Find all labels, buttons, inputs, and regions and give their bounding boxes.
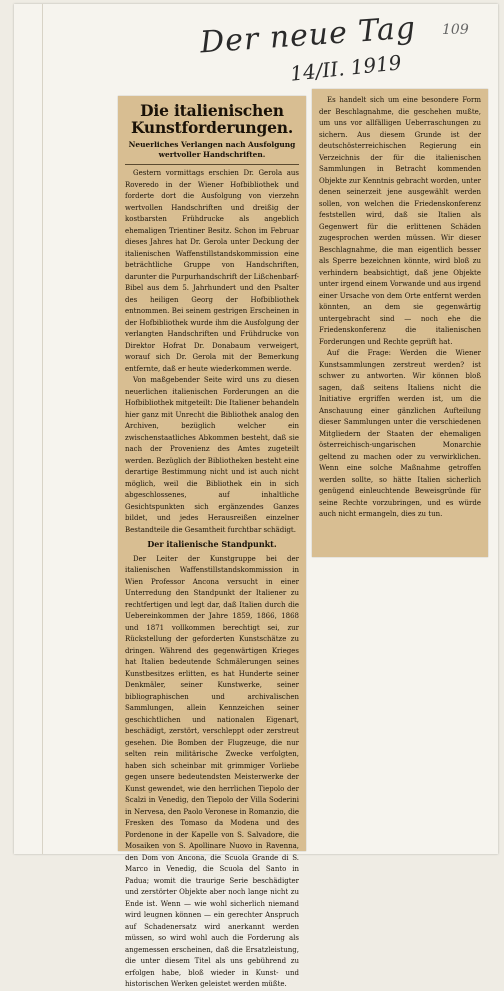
newspaper-clipping-right <box>312 89 488 557</box>
article-paragraph: Der Leiter der Kunstgruppe bei der italienischen Waffenstillstandskommission in Wien Professor Ancona versucht in einer Unterredung den Standpunkt der Italiener zu rechtfertigen und legt dar, daß Italien durch die Uebereinkommen der Jahre 1859, 1866, 1868 und 1871 vollkommen berechtigt sei, zur Rückstellung der geforderten Kunstschätze zu dringen. Während des gegenwärtigen Krieges hat Italien bedeutende Schmälerungen seines Kunstbesitzes erlitten, es hat Hunderte seiner Denkmäler, seiner Kunstwerke, seiner bibliographischen und archivalischen Sammlungen, allein Kennzeichen seiner geschichtlichen und nationalen Eigenart, beschädigt, zerstört, verschleppt oder zerstreut gesehen. Die Bomben der Flugzeuge, die nur selten rein militärische Zwecke verfolgten, haben sich scheinbar mit grimmiger Vorliebe gegen unsere bedeutendsten Meisterwerke der Kunst gewendet, wie den herrlichen Tiepolo der Scalzi in Venedig, den Tiepolo der Villa Soderini in Nervesa, den Paolo Veronese in Romanzio, die Fresken des Tomaso da Modena und des Pordenone in der Kapelle von S. Salvadore, die Mosaiken von S. Apollinare Nuovo in Ravenna, den Dom von Ancona, die Scuola Grande di S. Marco in Venedig, die Scuola del Santo in Padua; womit die traurige Serie beschädigter und zerstörter Objekte aber noch lange nicht zu Ende ist. Wenn — wie wohl sicherlich niemand wird leugnen können — ein gerechter Anspruch auf Schadenersatz wird anerkannt werden müssen, so wird wohl auch die Forderung als angemessen erscheinen, daß die Ersatzleistung, die unter diesem Titel als uns gebührend zu erfolgen habe, bloß wieder in Kunst- und historischen Werken geleistet werden müßte. <box>125 554 299 988</box>
divider <box>125 164 299 165</box>
article-headline: Die italienischen Kunstforderungen. <box>130 101 294 137</box>
sheet-fold-line <box>42 4 43 854</box>
article-paragraph: Auf die Frage: Werden die Wiener Kunstsammlungen zerstreut werden? ist schwer zu antworten. Wir können bloß sagen, daß seitens Italiens nicht die Initiative ergriffen werden ist, um die Anschauung einer gänzlichen Aufteilung dieser Sammlungen unter die verschiedenen Mitgliedern der Staaten der ehemaligen österreichisch-ungarischen Monarchie geltend zu machen oder zu verwirklichen. Wenn eine solche Maßnahme getroffen werden sollte, so hätte Italien sicherlich genügend einleuchtende Beweisgründe für seine Rechte vorzubringen, und es würde auch nicht ermangeln, dies zu tun. <box>319 349 481 518</box>
article-subhead: Neuerliches Verlangen nach Ausfolgung wertvoller Handschriften. <box>128 140 296 159</box>
handwritten-date: 14/II. 1919 <box>289 50 403 86</box>
newspaper-clipping-left <box>118 96 306 988</box>
article-paragraph: Gestern vormittags erschien Dr. Gerola aus Roveredo in der Wiener Hofbibliothek und forderte dort die Ausfolgung von vierzehn wertvollen Handschriften und dreißig der kostbarsten Frühdrucke als angeblich ehemaligen Trientiner Besitz. Schon im Februar dieses Jahres hat Dr. Gerola unter Deckung der italienischen Waffenstillstandskommission eine beträchtliche Gruppe von Handschriften, darunter die Purpurhandschrift der Lißchenbarf-Bibel aus dem 5. Jahrhundert und den Psalter des heiligen Georg der Hofbibliothek entnommen. Bei seinem gestrigen Erscheinen in der Hofbibliothek wurde ihm die Ausfolgung der verlangten Handschriften und Frühdrucke von Direktor Hofrat Dr. Donabaum verweigert, worauf sich Dr. Gerola mit der Bemerkung entfernte, daß er heute wiederkommen werde. <box>125 169 299 373</box>
article-paragraph: Es handelt sich um eine besondere Form der Beschlagnahme, die geschehen mußte, um uns vor allfälligen Ueberraschungen zu sichern. Aus diesem Grunde ist der deutschösterreichischen Regierung ein Verzeichnis der für die italienischen Sammlungen in Betracht kommenden Objekte zur Kenntnis gebracht worden, unter denen seinerzeit jene ausgewählt werden sollen, von welchen die Friedenskonferenz feststellen wird, daß sie Italien als Gegenwert für die erlittenen Schäden zugesprochen werden müssen. Wir dieser Beschlagnahme, die man eigentlich besser als Sperre bezeichnen könnte, wird bloß zu verhindern beabsichtigt, daß jene Objekte unter irgend einem Vorwande und aus irgend einer Ursache von dem Orte entfernt werden könnten, an dem sie gegenwärtig untergebracht sind — noch ehe die Friedenskonferenz die italienischen Forderungen und Rechte geprüft hat. <box>319 96 481 346</box>
section-title: Der italienische Standpunkt. <box>147 539 277 549</box>
article-paragraph: Von maßgebender Seite wird uns zu diesen neuerlichen italienischen Forderungen an die Hofbibliothek mitgeteilt: Die Italiener behandeln hier ganz mit Unrecht die Bibliothek analog den Archiven, bezüglich welcher ein zwischenstaatliches Abkommen besteht, daß sie nach der Provenienz des Amtes zugeteilt werden. Bezüglich der Bibliotheken besteht eine derartige Bestimmung nicht und ist auch nicht möglich, weil die Bibliothek ein in sich abgeschlossenes, auf inhaltliche Gesichtspunkten sich ergänzendes Ganzes bildet, und jedes Herausreißen einzelner Bestandteile die Gesamtheit furchtbar schädigt. <box>125 376 299 534</box>
handwritten-newspaper-title: Der neue Tag <box>199 10 418 61</box>
page-number: 109 <box>442 22 469 38</box>
